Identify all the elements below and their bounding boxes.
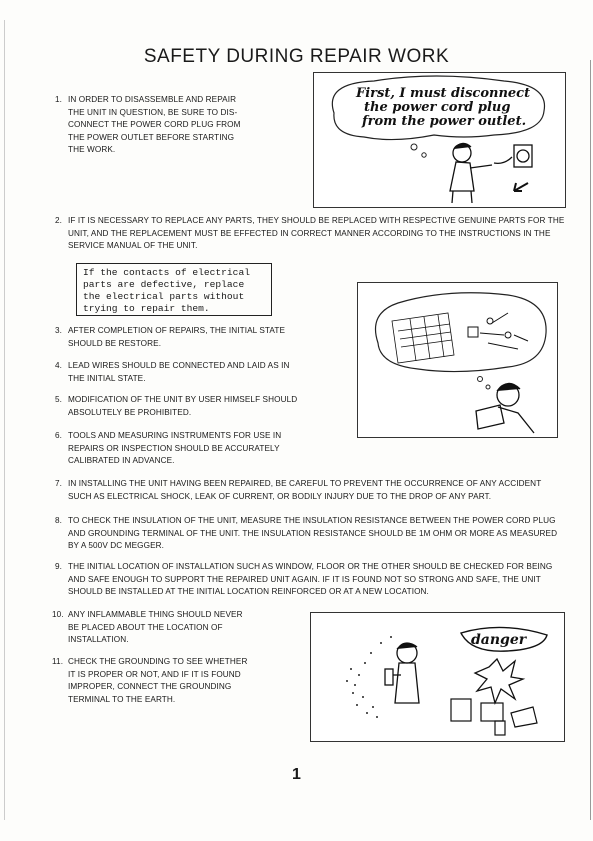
item-number: 4. xyxy=(55,361,63,370)
item-7 xyxy=(55,478,573,503)
cans-icon xyxy=(451,699,537,735)
item-number: 2. xyxy=(55,216,63,225)
item-line: BY A 500V DC MEGGER. xyxy=(68,541,165,551)
item-line: AND GROUNDING TERMINAL OF THE UNIT. THE INSULATION RESISTANCE SHOULD BE 1M OHM OR MORE AS MEASURED xyxy=(68,528,558,538)
item-line: TOOLS AND MEASURING INSTRUMENTS FOR USE IN xyxy=(68,431,282,440)
explosion-icon xyxy=(475,659,523,703)
item-line: THE INITIAL LOCATION OF INSTALLATION SUCH AS WINDOW, FLOOR OR THE OTHER SHOULD BE CHECKED FOR BEING xyxy=(68,562,553,571)
item-line: UNIT, AND THE REPLACEMENT MUST BE EFFECTED IN CORRECT MANNER ACCORDING TO THE INSTRUCTIONS IN THE xyxy=(68,228,551,238)
item-line: BE PLACED ABOUT THE LOCATION OF xyxy=(68,622,223,632)
item-line: SERVICE MANUAL OF THE UNIT. xyxy=(68,241,198,251)
item-9 xyxy=(55,561,573,599)
item-number: 6. xyxy=(55,431,63,440)
danger-drawing xyxy=(311,613,564,741)
item-6 xyxy=(55,430,318,468)
repairman-figure xyxy=(450,143,492,203)
item-line: ABSOLUTELY BE PROHIBITED. xyxy=(68,407,192,417)
note-box xyxy=(76,263,272,316)
item-line: IMPROPER, CONNECT THE GROUNDING xyxy=(68,682,232,692)
note-line: parts are defective, replace xyxy=(83,279,245,290)
item-number: 11. xyxy=(52,657,64,666)
reader-figure xyxy=(476,383,534,433)
page-title: SAFETY DURING REPAIR WORK xyxy=(143,46,450,67)
bubble-line-1: First, I must disconnect xyxy=(356,86,531,101)
item-line: AND SAFE ENOUGH TO SUPPORT THE REPAIRED UNIT AGAIN. IF IT IS FOUND NOT SO STRONG AND SAFE, THE UNIT xyxy=(68,574,541,584)
item-line: THE UNIT IN QUESTION, BE SURE TO DIS- xyxy=(68,107,238,117)
right-edge-line xyxy=(590,60,591,820)
item-line: INSTALLATION. xyxy=(68,635,129,645)
item-number: 5. xyxy=(55,395,63,404)
item-number: 7. xyxy=(55,479,63,488)
illustration-danger xyxy=(310,612,565,742)
arrow-icon xyxy=(514,183,528,191)
schematic-sheet xyxy=(392,313,454,363)
note-line: trying to repair them. xyxy=(83,303,210,314)
item-line: ANY INFLAMMABLE THING SHOULD NEVER xyxy=(68,610,243,619)
item-line: SHOULD BE RESTORE. xyxy=(68,338,162,348)
item-number: 9. xyxy=(55,562,63,571)
item-line: THE WORK. xyxy=(68,145,116,155)
item-line: IF IT IS NECESSARY TO REPLACE ANY PARTS, THEY SHOULD BE REPLACED WITH RESPECTIVE GENUINE PARTS FOR THE xyxy=(68,216,565,225)
item-line: THE POWER OUTLET BEFORE STARTING xyxy=(68,132,235,142)
item-line: SHOULD BE INSTALLED AT THE INITIAL LOCATION REINFORCED OR AT A NEW LOCATION. xyxy=(68,587,429,597)
item-line: REPAIRS OR INSPECTION SHOULD BE ACCURATELY xyxy=(68,443,280,453)
page-number: 1 xyxy=(292,766,301,783)
item-line: MODIFICATION OF THE UNIT BY USER HIMSELF SHOULD xyxy=(68,395,298,404)
item-4 xyxy=(55,360,318,385)
item-line: CONNECT THE POWER CORD PLUG FROM xyxy=(68,120,241,130)
note-line: the electrical parts without xyxy=(83,291,245,302)
unplug-drawing xyxy=(314,73,565,207)
item-line: LEAD WIRES SHOULD BE CONNECTED AND LAID AS IN xyxy=(68,361,290,370)
item-number: 3. xyxy=(55,326,63,335)
item-5 xyxy=(55,394,318,419)
item-line: IT IS PROPER OR NOT, AND IF IT IS FOUND xyxy=(68,669,241,679)
sprayer-figure xyxy=(385,643,419,703)
item-line: TO CHECK THE INSULATION OF THE UNIT, MEASURE THE INSULATION RESISTANCE BETWEEN THE POWER CORD PLUG xyxy=(68,516,556,525)
item-2 xyxy=(55,215,573,253)
manual-drawing xyxy=(358,283,557,437)
item-line: SUCH AS ELECTRICAL SHOCK, LEAK OF CURRENT, OR BODILY INJURY DUE TO THE DROP OF ANY PART. xyxy=(68,491,492,501)
item-line: IN INSTALLING THE UNIT HAVING BEEN REPAIRED, BE CAREFUL TO PREVENT THE OCCURRENCE OF ANY ACCIDENT xyxy=(68,479,542,488)
illustration-unplug xyxy=(313,72,566,208)
item-number: 10. xyxy=(52,610,64,619)
bubble-line-3: from the power outlet. xyxy=(362,114,527,129)
item-line: CALIBRATED IN ADVANCE. xyxy=(68,456,175,466)
item-3 xyxy=(55,325,318,350)
left-edge-line xyxy=(4,20,5,820)
components-icon xyxy=(468,313,528,349)
outlet-icon xyxy=(494,145,532,167)
danger-label: danger xyxy=(471,632,527,648)
item-8 xyxy=(55,515,573,553)
item-11 xyxy=(52,656,258,706)
item-number: 1. xyxy=(55,95,63,104)
item-1 xyxy=(55,94,268,157)
item-10 xyxy=(52,609,258,647)
item-line: TERMINAL TO THE EARTH. xyxy=(68,694,176,704)
item-line: IN ORDER TO DISASSEMBLE AND REPAIR xyxy=(68,95,237,104)
illustration-manual xyxy=(357,282,558,438)
note-line: If the contacts of electrical xyxy=(83,267,250,278)
bubble-line-2: the power cord plug xyxy=(364,100,511,115)
item-line: THE INITIAL STATE. xyxy=(68,373,146,383)
item-line: CHECK THE GROUNDING TO SEE WHETHER xyxy=(68,657,248,666)
item-line: AFTER COMPLETION OF REPAIRS, THE INITIAL STATE xyxy=(68,326,286,335)
item-number: 8. xyxy=(55,516,63,525)
